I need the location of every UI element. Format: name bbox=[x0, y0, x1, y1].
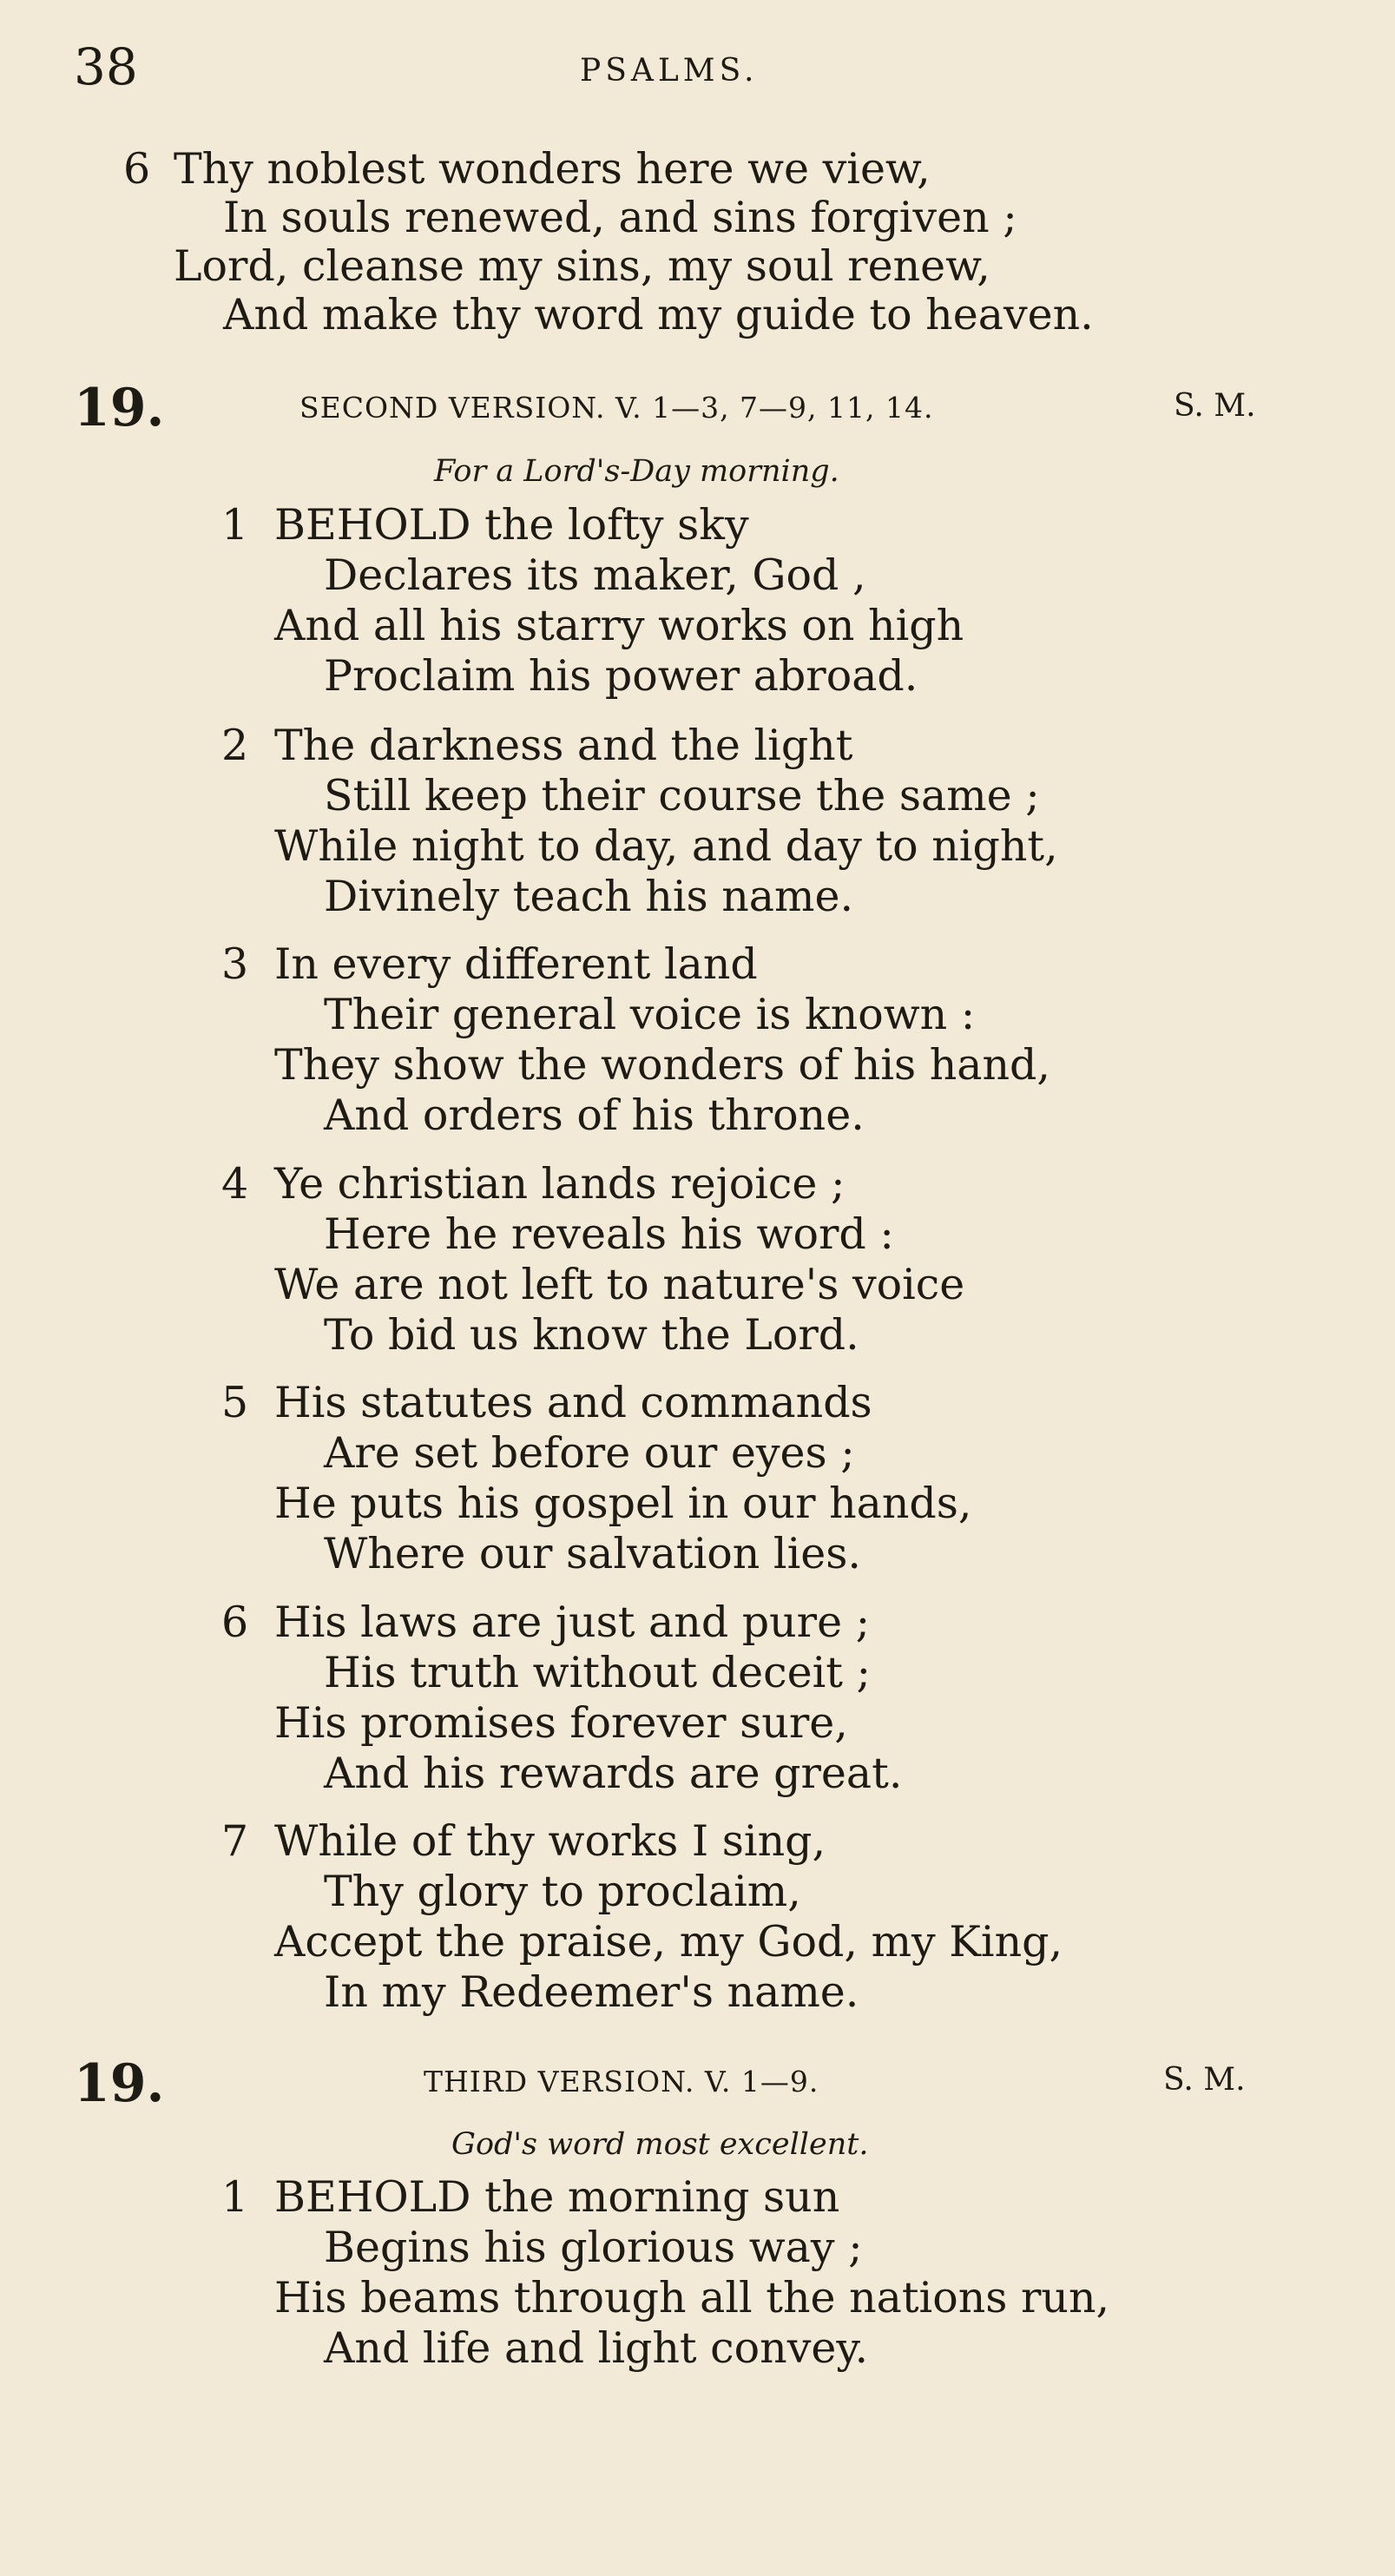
verse-line: BEHOLD the lofty sky bbox=[274, 500, 749, 550]
verse-line: We are not left to nature's voice bbox=[274, 1260, 965, 1309]
verse-line: Still keep their course the same ; bbox=[324, 771, 1040, 820]
version-heading: SECOND VERSION. V. 1—3, 7—9, 11, 14. bbox=[299, 391, 934, 425]
verse-line: The darkness and the light bbox=[274, 721, 853, 770]
verse-line: Declares its maker, God , bbox=[324, 550, 866, 600]
verse-number: 1 bbox=[221, 2172, 249, 2222]
verse-line: His laws are just and pure ; bbox=[274, 1598, 871, 1647]
verse-line: They show the wonders of his hand, bbox=[274, 1040, 1050, 1090]
verse-line: His promises forever sure, bbox=[274, 1698, 848, 1748]
hymn-subtitle: God's word most excellent. bbox=[451, 2127, 869, 2162]
hymn-number: 19. bbox=[74, 2053, 165, 2114]
verse-line: Here he reveals his word : bbox=[324, 1209, 894, 1259]
hymn-subtitle: For a Lord's-Day morning. bbox=[434, 454, 839, 489]
verse-line: In my Redeemer's name. bbox=[324, 1967, 859, 2017]
verse-line: Ye christian lands rejoice ; bbox=[274, 1159, 846, 1209]
version-heading: THIRD VERSION. V. 1—9. bbox=[424, 2065, 819, 2098]
verse-line: While night to day, and day to night, bbox=[274, 821, 1058, 871]
verse-line: Proclaim his power abroad. bbox=[324, 651, 918, 701]
verse-line: Accept the praise, my God, my King, bbox=[274, 1917, 1063, 1967]
page-number: 38 bbox=[74, 37, 138, 96]
verse-line: Lord, cleanse my sins, my soul renew, bbox=[174, 241, 990, 291]
verse-line: Where our salvation lies. bbox=[324, 1529, 861, 1578]
verse-number: 1 bbox=[221, 500, 249, 550]
meter-label: S. M. bbox=[1163, 2062, 1246, 2098]
verse-number: 4 bbox=[221, 1159, 249, 1209]
verse-line: BEHOLD the morning sun bbox=[274, 2172, 840, 2222]
verse-line: And his rewards are great. bbox=[324, 1749, 903, 1798]
verse-line: His truth without deceit ; bbox=[324, 1648, 872, 1697]
verse-line: And orders of his throne. bbox=[324, 1090, 865, 1140]
verse-line: He puts his gospel in our hands, bbox=[274, 1479, 972, 1528]
verse-number: 7 bbox=[221, 1816, 249, 1866]
verse-line: In souls renewed, and sins forgiven ; bbox=[223, 193, 1017, 242]
verse-number: 5 bbox=[221, 1378, 249, 1427]
verse-number: 2 bbox=[221, 721, 249, 770]
verse-line: And all his starry works on high bbox=[274, 601, 964, 650]
verse-line: In every different land bbox=[274, 939, 758, 989]
verse-number: 3 bbox=[221, 939, 249, 989]
meter-label: S. M. bbox=[1174, 388, 1256, 424]
verse-line: And life and light convey. bbox=[324, 2323, 869, 2373]
running-head: PSALMS. bbox=[580, 53, 759, 89]
verse-number: 6 bbox=[123, 144, 151, 194]
verse-line: And make thy word my guide to heaven. bbox=[223, 290, 1094, 339]
verse-line: To bid us know the Lord. bbox=[324, 1310, 859, 1360]
verse-line: Thy noblest wonders here we view, bbox=[174, 144, 931, 194]
hymn-number: 19. bbox=[74, 378, 165, 438]
verse-line: Thy glory to proclaim, bbox=[324, 1867, 801, 1916]
verse-line: His beams through all the nations run, bbox=[274, 2273, 1110, 2322]
verse-line: Their general voice is known : bbox=[324, 990, 976, 1039]
verse-line: Begins his glorious way ; bbox=[324, 2223, 863, 2272]
verse-line: While of thy works I sing, bbox=[274, 1816, 826, 1866]
verse-number: 6 bbox=[221, 1598, 249, 1647]
verse-line: His statutes and commands bbox=[274, 1378, 872, 1427]
verse-line: Divinely teach his name. bbox=[324, 872, 854, 921]
verse-line: Are set before our eyes ; bbox=[324, 1428, 855, 1478]
